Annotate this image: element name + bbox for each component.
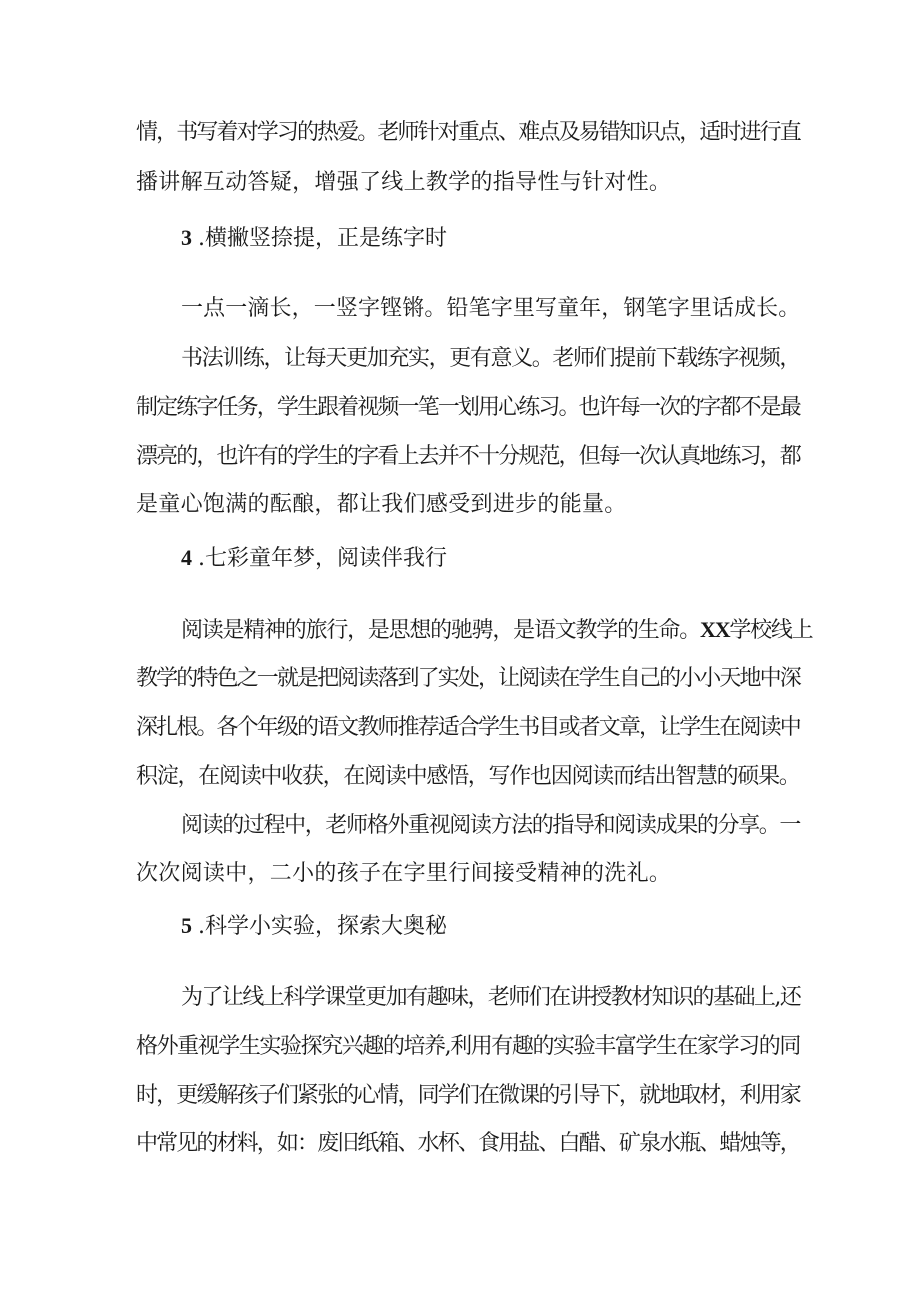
paragraph-line bbox=[181, 615, 812, 646]
section-title: .七彩童年梦，阅读伴我行 bbox=[198, 546, 447, 571]
paragraph-line: 格外重视学生实验探究兴趣的培养,利用有趣的实验丰富学生在家学习的同 bbox=[136, 1034, 800, 1059]
paragraph-line: 积淀，在阅读中收获，在阅读中感悟，写作也因阅读而结出智慧的硕果。 bbox=[136, 764, 800, 789]
section-5-heading bbox=[181, 911, 447, 942]
poem-line: 一点一滴长，一竖字铿锵。铅笔字里写童年，钢笔字里话成长。 bbox=[181, 296, 801, 321]
paragraph-line: 情，书写着对学习的热爱。老师针对重点、难点及易错知识点，适时进行直 bbox=[136, 120, 800, 145]
paragraph-line: 时，更缓解孩子们紧张的心情，同学们在微课的引导下，就地取材，利用家 bbox=[136, 1083, 800, 1108]
paragraph-line: 制定练字任务，学生跟着视频一笔一划用心练习。也许每一次的字都不是最 bbox=[136, 395, 800, 420]
text-run: 学校线上 bbox=[729, 618, 813, 643]
paragraph-line: 漂亮的，也许有的学生的字看上去并不十分规范，但每一次认真地练习，都 bbox=[136, 444, 800, 469]
paragraph-line: 深扎根。各个年级的语文教师推荐适合学生书目或者文章，让学生在阅读中 bbox=[136, 715, 800, 740]
text-run: 阅读是精神的旅行，是思想的驰骋，是语文教学的生命。 bbox=[181, 618, 701, 643]
section-4-heading bbox=[181, 543, 447, 574]
section-number: 5 bbox=[181, 913, 192, 938]
paragraph-line: 是童心饱满的酝酿，都让我们感受到进步的能量。 bbox=[136, 492, 627, 517]
section-3-heading bbox=[181, 223, 447, 254]
section-title: .横撇竖捺提，正是练字时 bbox=[198, 226, 447, 251]
paragraph-line: 书法训练，让每天更加充实，更有意义。老师们提前下载练字视频， bbox=[181, 346, 801, 371]
paragraph-line: 播讲解互动答疑，增强了线上教学的指导性与针对性。 bbox=[136, 170, 672, 195]
section-number: 3 bbox=[181, 225, 192, 250]
paragraph-line: 次次阅读中，二小的孩子在字里行间接受精神的洗礼。 bbox=[136, 861, 672, 886]
school-name: XX bbox=[700, 617, 730, 642]
paragraph-line: 为了让线上科学课堂更加有趣味，老师们在讲授教材知识的基础上,还 bbox=[181, 985, 801, 1010]
section-number: 4 bbox=[181, 545, 192, 570]
section-title: .科学小实验，探索大奥秘 bbox=[198, 914, 447, 939]
paragraph-line: 中常见的材料，如：废旧纸箱、水杯、食用盐、白醋、矿泉水瓶、蜡烛等， bbox=[136, 1131, 800, 1156]
paragraph-line: 教学的特色之一就是把阅读落到了实处，让阅读在学生自己的小小天地中深 bbox=[136, 666, 800, 691]
paragraph-line: 阅读的过程中，老师格外重视阅读方法的指导和阅读成果的分享。一 bbox=[181, 813, 801, 838]
